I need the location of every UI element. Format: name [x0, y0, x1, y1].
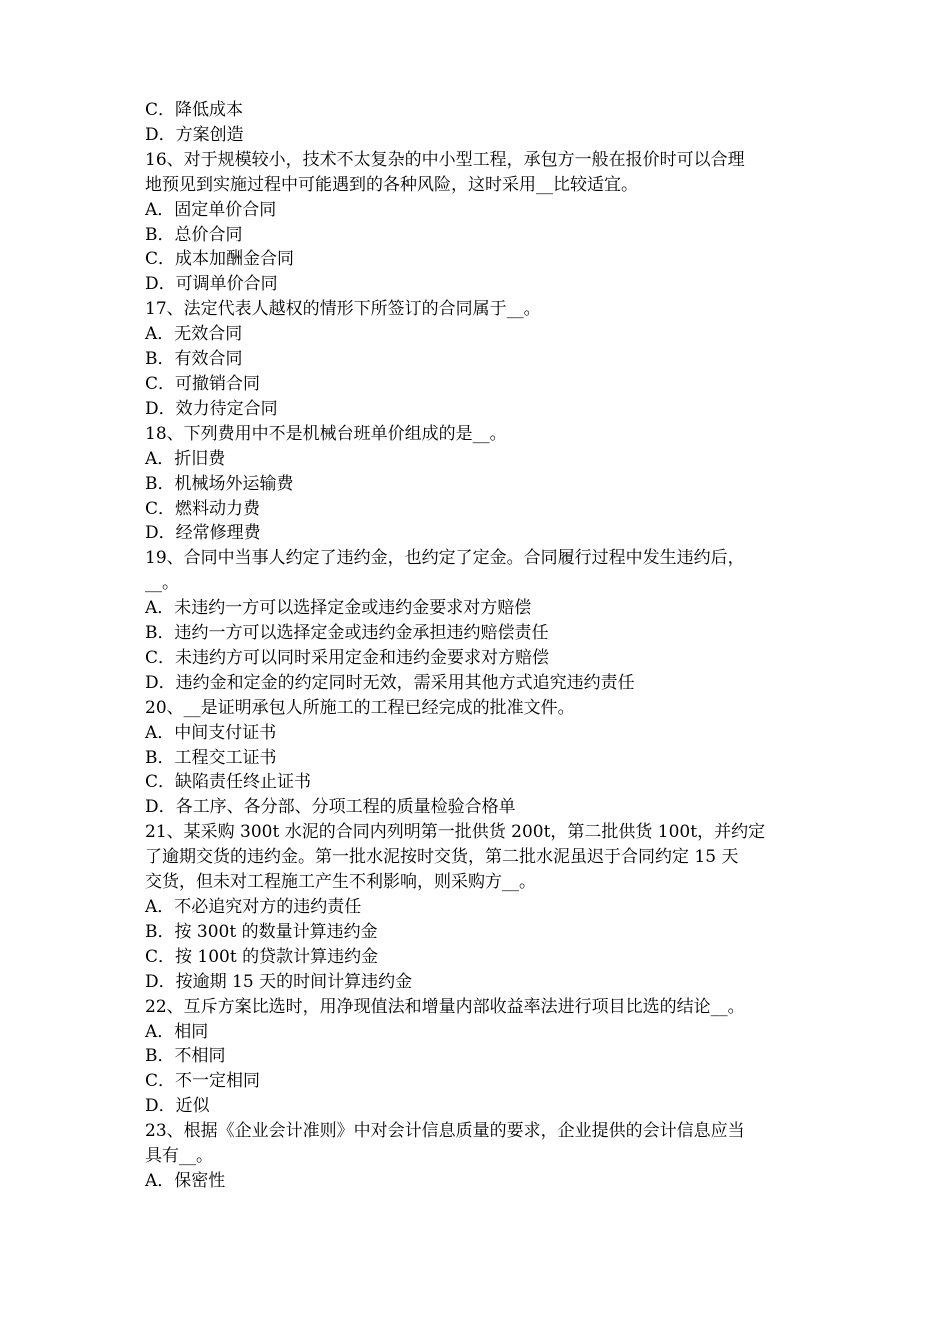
option-c-q17: C．可撤销合同 — [145, 373, 261, 394]
option-a-q23: A．保密性 — [145, 1170, 226, 1191]
option-c-q20: C．缺陷责任终止证书 — [145, 772, 312, 793]
option-a-q22: A．相同 — [145, 1021, 209, 1042]
question-23-line-1: 23、根据《企业会计准则》中对会计信息质量的要求，企业提供的会计信息应当 — [145, 1121, 745, 1142]
question-19-line-2: __。 — [145, 573, 179, 594]
question-21-line-2: 了逾期交货的违约金。第一批水泥按时交货，第二批水泥虽迟于合同约定 15 天 — [145, 847, 739, 868]
option-b-q16: B．总价合同 — [145, 224, 243, 245]
question-17: 17、法定代表人越权的情形下所签订的合同属于__。 — [145, 299, 541, 320]
option-a-q20: A．中间支付证书 — [145, 722, 277, 743]
option-d-q22: D．近似 — [145, 1096, 210, 1117]
option-d-q17: D．效力待定合同 — [145, 398, 278, 419]
question-23-line-2: 具有__。 — [145, 1146, 213, 1167]
option-c-q15: C．降低成本 — [145, 100, 244, 120]
question-21-line-3: 交货，但未对工程施工产生不利影响，则采购方__。 — [145, 872, 536, 893]
option-d-q21: D．按逾期 15 天的时间计算违约金 — [145, 971, 413, 992]
option-b-q17: B．有效合同 — [145, 349, 243, 370]
option-d-q19: D．违约金和定金的约定同时无效，需采用其他方式追究违约责任 — [145, 672, 635, 693]
option-b-q18: B．机械场外运输费 — [145, 473, 294, 494]
option-a-q21: A．不必追究对方的违约责任 — [145, 897, 362, 917]
question-16-line-2: 地预见到实施过程中可能遇到的各种风险，这时采用__比较适宜。 — [145, 174, 638, 195]
question-21-line-1: 21、某采购 300t 水泥的合同内列明第一批供货 200t，第二批供货 100t，并约定 — [145, 822, 766, 843]
option-a-q16: A．固定单价合同 — [145, 199, 277, 220]
option-c-q18: C．燃料动力费 — [145, 498, 261, 519]
option-b-q20: B．工程交工证书 — [145, 747, 277, 768]
option-a-q17: A．无效合同 — [145, 324, 243, 345]
question-16-line-1: 16、对于规模较小，技术不太复杂的中小型工程，承包方一般在报价时可以合理 — [145, 149, 745, 170]
option-c-q22: C．不一定相同 — [145, 1071, 261, 1092]
option-b-q22: B．不相同 — [145, 1046, 226, 1067]
question-22: 22、互斥方案比选时，用净现值法和增量内部收益率法进行项目比选的结论__。 — [145, 996, 745, 1017]
option-a-q18: A．折旧费 — [145, 448, 226, 469]
option-a-q19: A．未违约一方可以选择定金或违约金要求对方赔偿 — [145, 598, 532, 619]
question-19-line-1: 19、合同中当事人约定了违约金，也约定了定金。合同履行过程中发生违约后， — [145, 548, 745, 569]
option-d-q20: D．各工序、各分部、分项工程的质量检验合格单 — [145, 797, 516, 818]
option-d-q15: D．方案创造 — [145, 124, 244, 145]
document-page — [145, 98, 817, 1194]
option-b-q21: B．按 300t 的数量计算违约金 — [145, 921, 378, 942]
option-c-q16: C．成本加酬金合同 — [145, 249, 295, 270]
option-b-q19: B．违约一方可以选择定金或违约金承担违约赔偿责任 — [145, 623, 549, 644]
option-c-q21: C．按 100t 的贷款计算违约金 — [145, 946, 379, 967]
option-d-q16: D．可调单价合同 — [145, 274, 278, 295]
option-c-q19: C．未违约方可以同时采用定金和违约金要求对方赔偿 — [145, 647, 550, 668]
question-18: 18、下列费用中不是机械台班单价组成的是__。 — [145, 423, 507, 444]
option-d-q18: D．经常修理费 — [145, 523, 261, 544]
question-20: 20、__是证明承包人所施工的工程已经完成的批准文件。 — [145, 697, 575, 718]
